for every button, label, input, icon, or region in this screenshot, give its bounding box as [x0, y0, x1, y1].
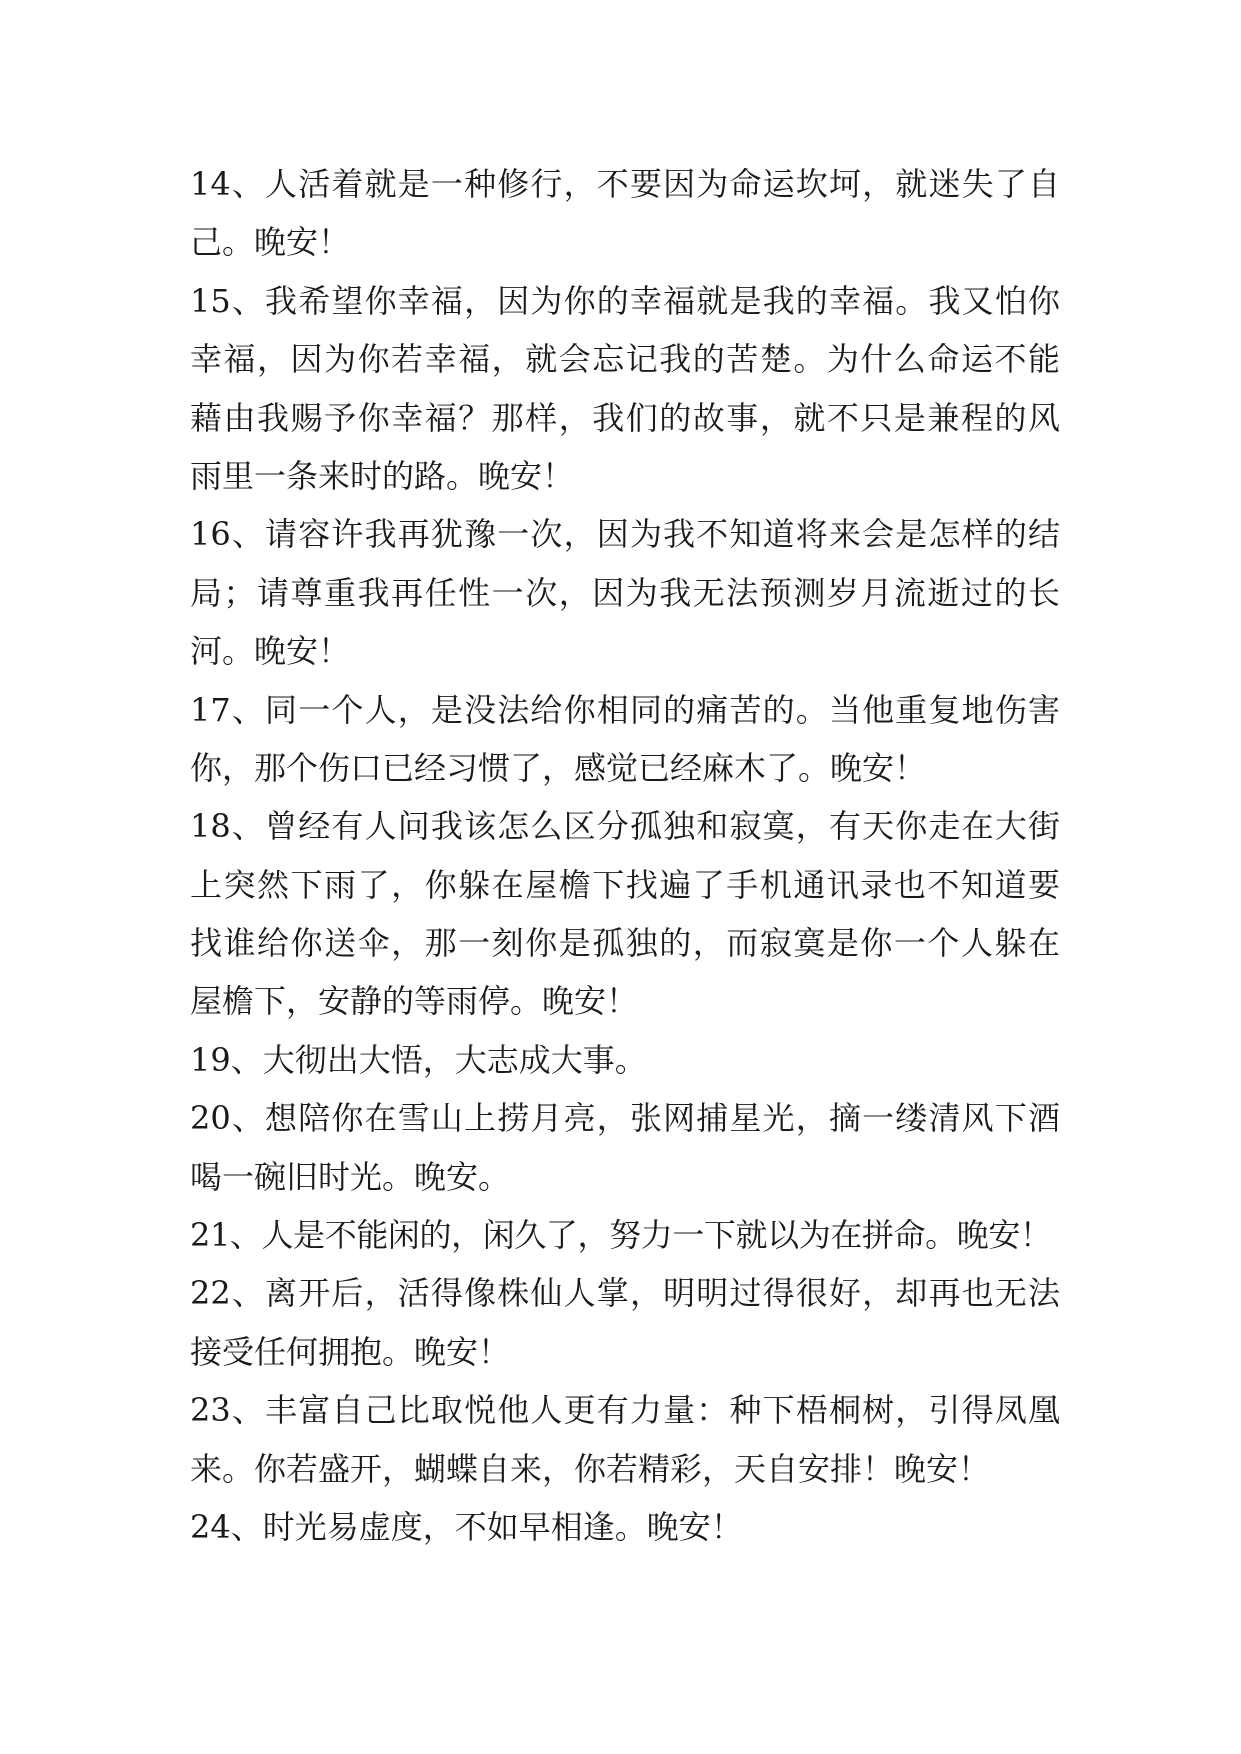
paragraph-15	[190, 272, 1060, 506]
paragraph-line: 16、请容许我再犹豫一次，因为我不知道将来会是怎样的结	[190, 515, 1060, 554]
document-body	[190, 155, 1060, 1556]
paragraph-line: 雨里一条来时的路。晚安！	[190, 456, 575, 495]
paragraph-17	[190, 681, 1060, 798]
paragraph-line: 18、曾经有人问我该怎么区分孤独和寂寞，有天你走在大街	[190, 807, 1060, 846]
paragraph-21	[190, 1206, 1060, 1264]
paragraph-23	[190, 1381, 1060, 1498]
paragraph-line: 接受任何拥抱。晚安！	[190, 1332, 511, 1371]
paragraph-line: 屋檐下，安静的等雨停。晚安！	[190, 982, 639, 1021]
paragraph-14	[190, 155, 1060, 272]
paragraph-16	[190, 505, 1060, 680]
paragraph-19	[190, 1031, 1060, 1089]
paragraph-line: 23、丰富自己比取悦他人更有力量：种下梧桐树，引得凤凰	[190, 1391, 1060, 1430]
paragraph-line: 喝一碗旧时光。晚安。	[190, 1157, 511, 1196]
paragraph-22	[190, 1264, 1060, 1381]
paragraph-line: 22、离开后，活得像株仙人掌，明明过得很好，却再也无法	[190, 1274, 1060, 1313]
paragraph-line: 20、想陪你在雪山上捞月亮，张网捕星光，摘一缕清风下酒	[190, 1099, 1060, 1138]
paragraph-20	[190, 1089, 1060, 1206]
paragraph-line: 藉由我赐予你幸福？那样，我们的故事，就不只是兼程的风	[190, 398, 1060, 437]
paragraph-line: 21、人是不能闲的，闲久了，努力一下就以为在拼命。晚安！	[190, 1216, 1052, 1255]
paragraph-line: 来。你若盛开，蝴蝶自来，你若精彩，天自安排！晚安！	[190, 1449, 991, 1488]
paragraph-24	[190, 1498, 1060, 1556]
paragraph-line: 19、大彻出大悟，大志成大事。	[190, 1040, 647, 1079]
paragraph-line: 14、人活着就是一种修行，不要因为命运坎坷，就迷失了自	[190, 165, 1060, 203]
paragraph-line: 上突然下雨了，你躲在屋檐下找遍了手机通讯录也不知道要	[190, 865, 1060, 904]
paragraph-line: 你，那个伤口已经习惯了，感觉已经麻木了。晚安！	[190, 748, 927, 787]
paragraph-18	[190, 797, 1060, 1031]
paragraph-line: 幸福，因为你若幸福，就会忘记我的苦楚。为什么命运不能	[190, 340, 1060, 379]
paragraph-line: 17、同一个人，是没法给你相同的痛苦的。当他重复地伤害	[190, 690, 1060, 729]
paragraph-line: 找谁给你送伞，那一刻你是孤独的，而寂寞是你一个人躲在	[190, 924, 1060, 963]
paragraph-line: 15、我希望你幸福，因为你的幸福就是我的幸福。我又怕你	[190, 281, 1060, 320]
paragraph-line: 局；请尊重我再任性一次，因为我无法预测岁月流逝过的长	[190, 573, 1060, 612]
paragraph-line: 河。晚安！	[190, 632, 351, 671]
paragraph-line: 24、时光易虚度，不如早相逢。晚安！	[190, 1507, 743, 1546]
paragraph-line: 己。晚安！	[190, 223, 351, 262]
